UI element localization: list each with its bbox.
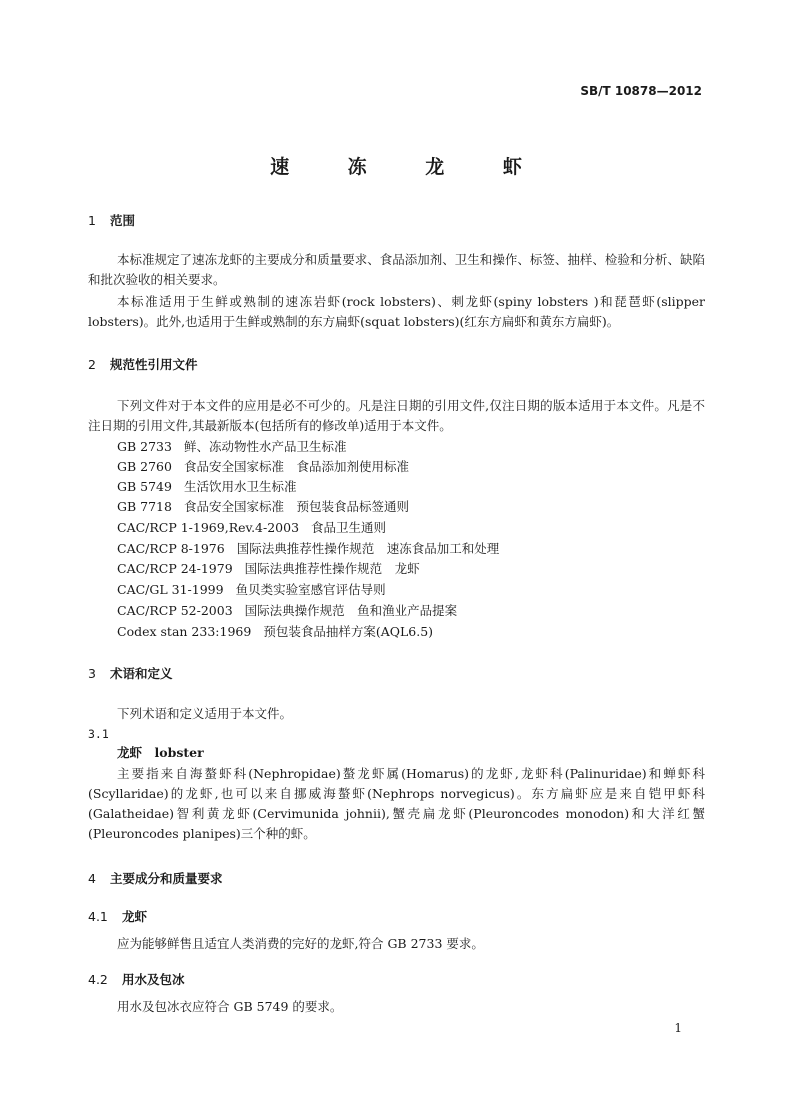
section-1-paragraph-1: 本标准规定了速冻龙虾的主要成分和质量要求、食品添加剂、卫生和操作、标签、抽样、检验和分析、缺陷和批次验收的相关要求。 [88, 252, 705, 287]
reference-name: 食品卫生通则 [311, 520, 387, 535]
reference-item [117, 457, 409, 475]
reference-code: CAC/GL 31-1999 [117, 582, 224, 597]
subsection-4-2-heading [88, 970, 185, 988]
section-3-intro: 下列术语和定义适用于本文件。 [117, 706, 293, 721]
section-2-heading [88, 355, 198, 373]
subsection-4-1-heading [88, 907, 147, 925]
subsection-4-1-text: 应为能够鲜售且适宜人类消费的完好的龙虾,符合 GB 2733 要求。 [117, 936, 484, 951]
subsection-title: 龙虾 [122, 909, 148, 924]
reference-code: CAC/RCP 52-2003 [117, 603, 233, 618]
section-title: 主要成分和质量要求 [110, 871, 223, 886]
reference-item [117, 437, 346, 455]
reference-code: CAC/RCP 1-1969,Rev.4-2003 [117, 520, 300, 535]
reference-name: 生活饮用水卫生标准 [183, 479, 297, 494]
reference-name: 食品安全国家标准 预包装食品标签通则 [183, 499, 409, 514]
subsection-number: 4.2 [88, 972, 108, 987]
reference-name: 国际法典推荐性操作规范 龙虾 [244, 561, 420, 576]
reference-code: Codex stan 233:1969 [117, 624, 252, 639]
standard-code: SB/T 10878—2012 [580, 84, 702, 98]
page-title: 速 冻 龙 虾 [270, 156, 548, 178]
reference-name: 鲜、冻动物性水产品卫生标准 [183, 439, 347, 454]
reference-item [117, 580, 386, 598]
section-1-paragraph-2: 本标准适用于生鲜或熟制的速冻岩虾(rock lobsters)、刺龙虾(spiny lobsters )和琵琶虾(slipper lobsters)。此外,也适用于生鲜或熟制的东方扁虾(squat lobsters)(红东方扁虾和黄东方扁虾)。 [88, 294, 705, 329]
section-2-intro: 下列文件对于本文件的应用是必不可少的。凡是注日期的引用文件,仅注日期的版本适用于本文件。凡是不注日期的引用文件,其最新版本(包括所有的修改单)适用于本文件。 [88, 398, 705, 433]
reference-name: 国际法典推荐性操作规范 速冻食品加工和处理 [236, 541, 500, 556]
subsection-4-2-text: 用水及包冰衣应符合 GB 5749 的要求。 [117, 999, 343, 1014]
reference-name: 食品安全国家标准 食品添加剂使用标准 [183, 459, 409, 474]
section-1-heading [88, 211, 135, 229]
reference-item [117, 601, 457, 619]
section-number: 1 [88, 213, 96, 228]
reference-code: GB 2760 [117, 459, 172, 474]
reference-item [117, 622, 433, 640]
section-number: 2 [88, 357, 96, 372]
reference-code: CAC/RCP 24-1979 [117, 561, 233, 576]
term-definition: 主要指来自海螯虾科(Nephropidae)螯龙虾属(Homarus)的龙虾,龙虾科(Palinuridae)和蝉虾科(Scyllaridae)的龙虾,也可以来自挪威海螯虾(Nephrops norvegicus)。东方扁虾应是来自铠甲虾科(Galatheidae)智利黄龙虾(Cervimunida johnii),蟹壳扁龙虾(Pleuroncodes monodon)和大洋红蟹(Pleuroncodes planipes)三个种的虾。 [88, 766, 705, 841]
reference-item [117, 518, 386, 536]
reference-code: CAC/RCP 8-1976 [117, 541, 225, 556]
reference-name: 国际法典操作规范 鱼和渔业产品提案 [244, 603, 458, 618]
section-number: 3 [88, 666, 96, 681]
subsection-title: 用水及包冰 [122, 972, 185, 987]
subsection-number: 3.1 [88, 727, 109, 741]
reference-code: GB 2733 [117, 439, 172, 454]
subsection-number: 4.1 [88, 909, 108, 924]
reference-name: 鱼贝类实验室感官评估导则 [235, 582, 386, 597]
section-title: 规范性引用文件 [110, 357, 198, 372]
section-4-heading [88, 869, 223, 887]
term-lobster: 龙虾 lobster [117, 745, 204, 760]
reference-item [117, 477, 296, 495]
section-number: 4 [88, 871, 96, 886]
reference-code: GB 5749 [117, 479, 172, 494]
reference-item [117, 559, 420, 577]
reference-name: 预包装食品抽样方案(AQL6.5) [263, 624, 434, 639]
section-3-heading [88, 664, 173, 682]
reference-item [117, 539, 499, 557]
reference-item [117, 497, 409, 515]
section-title: 术语和定义 [110, 666, 173, 681]
page-number: 1 [674, 1021, 682, 1035]
reference-code: GB 7718 [117, 499, 172, 514]
section-title: 范围 [110, 213, 136, 228]
